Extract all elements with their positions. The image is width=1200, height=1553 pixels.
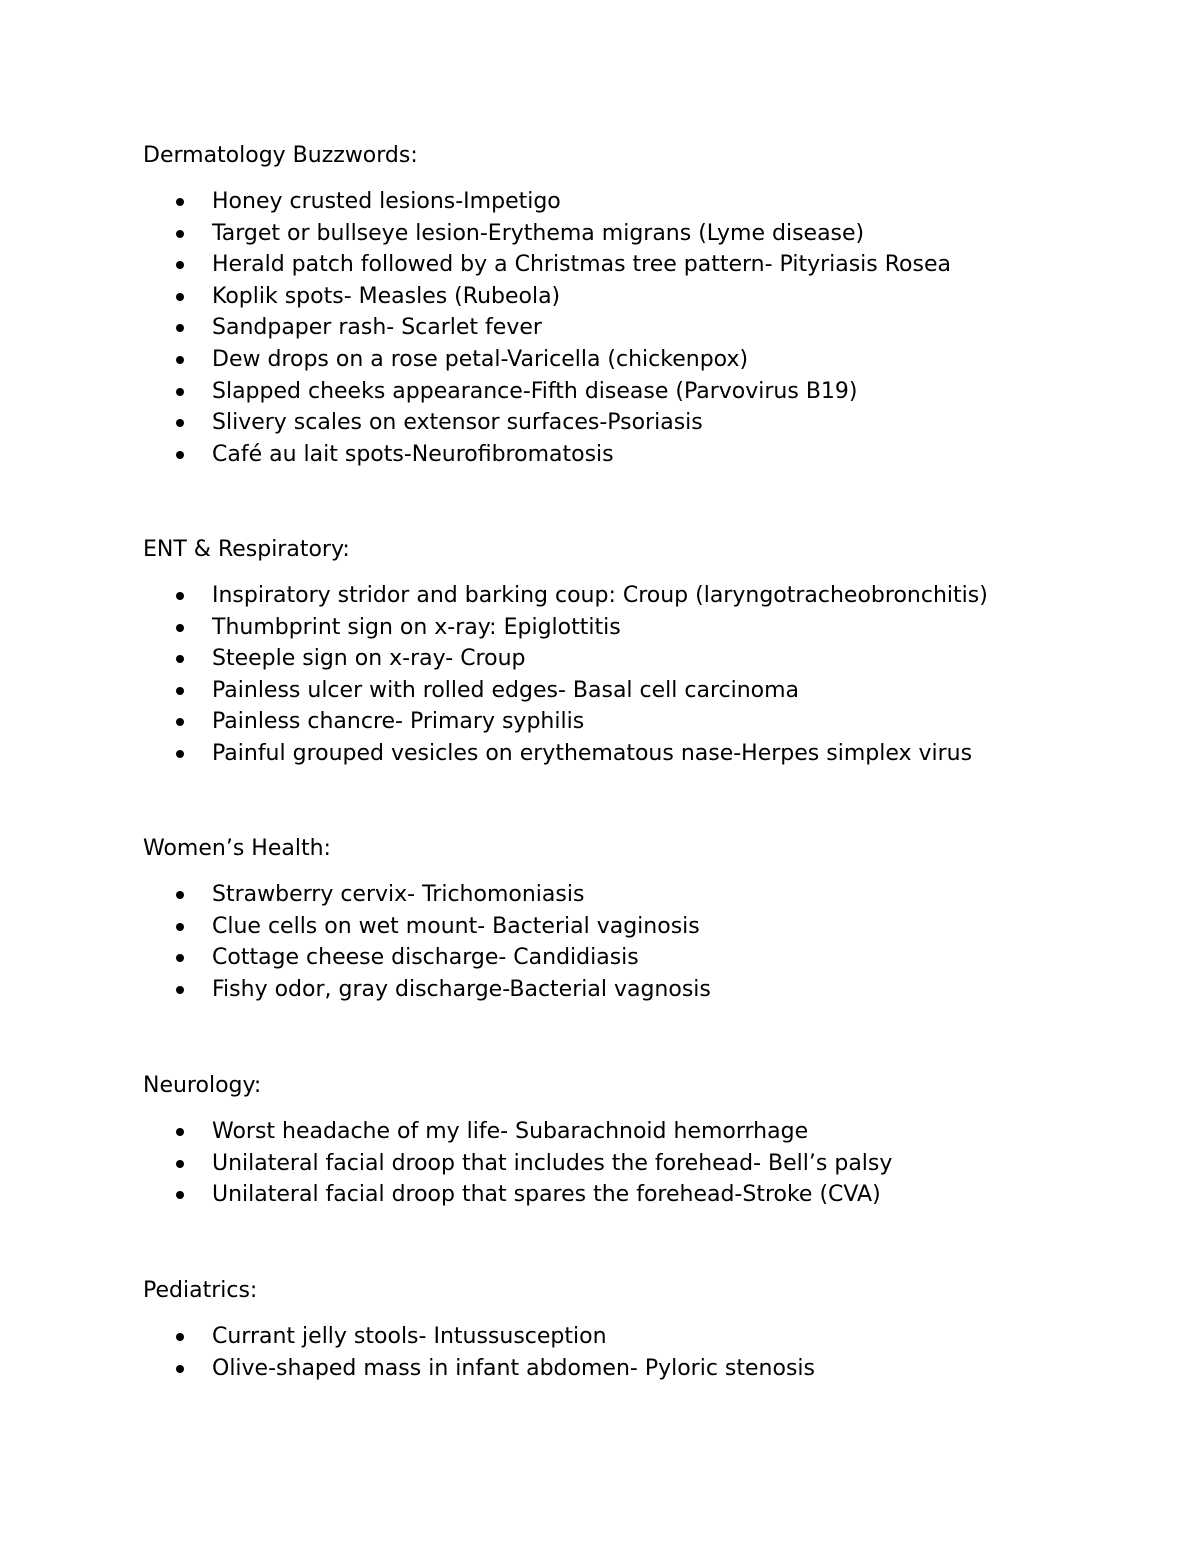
bullet-icon <box>176 1160 184 1168</box>
list-item-text: Fishy odor, gray discharge-Bacterial vagnosis <box>212 976 711 1002</box>
bullet-list <box>143 879 1123 1005</box>
bullet-icon <box>176 923 184 931</box>
bullet-icon <box>176 261 184 269</box>
list-item <box>143 344 1123 376</box>
list-item <box>143 942 1123 974</box>
list-item-text: Steeple sign on x-ray- Croup <box>212 646 526 672</box>
list-item <box>143 1179 1123 1211</box>
list-item-text: Painless ulcer with rolled edges- Basal cell carcinoma <box>212 677 800 703</box>
list-item-text: Sandpaper rash- Scarlet fever <box>212 315 542 341</box>
section-ent-respiratory <box>143 534 1123 770</box>
list-item-text: Herald patch followed by a Christmas tree pattern- Pityriasis Rosea <box>212 252 951 278</box>
list-item-text: Café au lait spots-Neurofibromatosis <box>212 441 614 467</box>
list-item <box>143 1116 1123 1148</box>
bullet-icon <box>176 954 184 962</box>
section-heading: Women’s Health: <box>143 836 331 861</box>
list-item-text: Target or bullseye lesion-Erythema migrans (Lyme disease) <box>212 220 865 246</box>
section-heading: Pediatrics: <box>143 1278 258 1303</box>
list-item-text: Painful grouped vesicles on erythematous nase-Herpes simplex virus <box>212 740 973 766</box>
bullet-icon <box>176 356 184 364</box>
bullet-list <box>143 186 1123 470</box>
bullet-icon <box>176 324 184 332</box>
list-item <box>143 439 1123 471</box>
bullet-icon <box>176 891 184 899</box>
list-item-text: Unilateral facial droop that spares the forehead-Stroke (CVA) <box>212 1182 881 1208</box>
list-item <box>143 1353 1123 1385</box>
list-item-text: Honey crusted lesions-Impetigo <box>212 189 561 214</box>
list-item <box>143 738 1123 770</box>
bullet-icon <box>176 750 184 758</box>
list-item <box>143 312 1123 344</box>
list-item-text: Clue cells on wet mount- Bacterial vaginosis <box>212 913 700 939</box>
list-item-text: Cottage cheese discharge- Candidiasis <box>212 945 639 971</box>
list-item-text: Painless chancre- Primary syphilis <box>212 709 585 735</box>
list-item <box>143 706 1123 738</box>
bullet-icon <box>176 293 184 301</box>
bullet-icon <box>176 624 184 632</box>
bullet-icon <box>176 451 184 459</box>
list-item <box>143 218 1123 250</box>
section-dermatology <box>143 140 1123 470</box>
bullet-list <box>143 1321 1123 1384</box>
bullet-icon <box>176 419 184 427</box>
list-item-text: Thumbprint sign on x-ray: Epiglottitis <box>212 614 621 640</box>
section-pediatrics <box>143 1275 1123 1384</box>
list-item <box>143 911 1123 943</box>
bullet-icon <box>176 592 184 600</box>
list-item-text: Unilateral facial droop that includes the forehead- Bell’s palsy <box>212 1150 893 1176</box>
list-item <box>143 580 1123 612</box>
section-womens-health <box>143 833 1123 1005</box>
bullet-icon <box>176 230 184 238</box>
list-item-text: Slapped cheeks appearance-Fifth disease (Parvovirus B19) <box>212 378 858 404</box>
section-heading: Dermatology Buzzwords: <box>143 143 418 168</box>
bullet-icon <box>176 1333 184 1341</box>
bullet-icon <box>176 655 184 663</box>
bullet-icon <box>176 986 184 994</box>
list-item <box>143 376 1123 408</box>
list-item-text: Inspiratory stridor and barking coup: Croup (laryngotracheobronchitis) <box>212 583 988 608</box>
list-item <box>143 974 1123 1006</box>
bullet-icon <box>176 1191 184 1199</box>
list-item <box>143 249 1123 281</box>
section-heading: Neurology: <box>143 1073 262 1098</box>
list-item-text: Dew drops on a rose petal-Varicella (chickenpox) <box>212 346 749 372</box>
list-item <box>143 612 1123 644</box>
bullet-icon <box>176 198 184 206</box>
list-item-text: Strawberry cervix- Trichomoniasis <box>212 882 585 907</box>
bullet-icon <box>176 1365 184 1373</box>
list-item-text: Olive-shaped mass in infant abdomen- Pyloric stenosis <box>212 1355 815 1381</box>
list-item <box>143 281 1123 313</box>
bullet-list <box>143 580 1123 770</box>
list-item <box>143 1148 1123 1180</box>
section-neurology <box>143 1070 1123 1211</box>
list-item-text: Koplik spots- Measles (Rubeola) <box>212 283 561 309</box>
list-item <box>143 643 1123 675</box>
bullet-icon <box>176 687 184 695</box>
section-heading: ENT & Respiratory: <box>143 537 350 562</box>
list-item-text: Worst headache of my life- Subarachnoid hemorrhage <box>212 1119 809 1144</box>
list-item-text: Slivery scales on extensor surfaces-Psoriasis <box>212 410 703 436</box>
list-item <box>143 675 1123 707</box>
bullet-list <box>143 1116 1123 1211</box>
list-item <box>143 407 1123 439</box>
bullet-icon <box>176 388 184 396</box>
bullet-icon <box>176 718 184 726</box>
list-item <box>143 186 1123 218</box>
list-item <box>143 879 1123 911</box>
list-item <box>143 1321 1123 1353</box>
bullet-icon <box>176 1128 184 1136</box>
list-item-text: Currant jelly stools- Intussusception <box>212 1324 607 1349</box>
